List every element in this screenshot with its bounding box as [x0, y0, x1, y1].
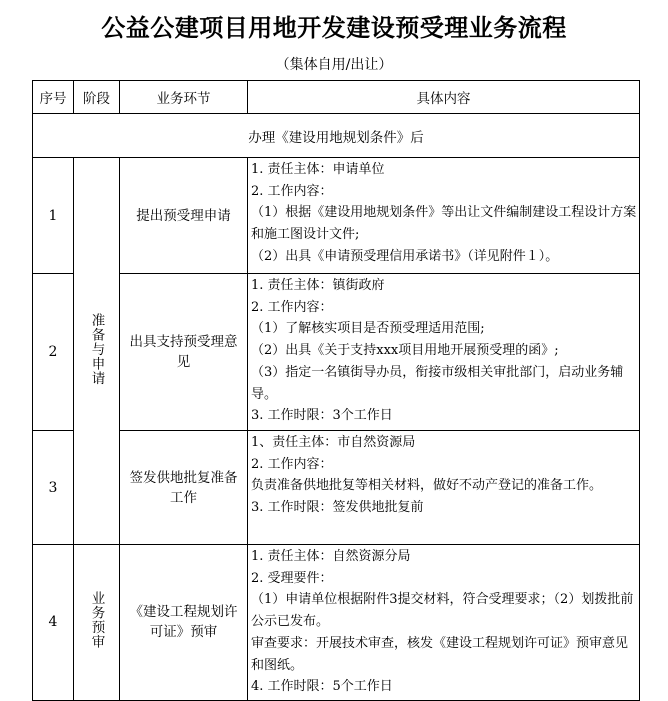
header-row [33, 81, 640, 114]
header-stage: 阶段 [74, 81, 120, 114]
table-row [33, 545, 640, 701]
content-line: 2. 工作内容： [251, 183, 333, 199]
content-line: （1）根据《建设用地规划条件》等出让文件编制建设工程设计方案和施工图设计文件; [251, 205, 637, 243]
table-row [33, 158, 640, 274]
row-number: 3 [33, 431, 74, 545]
content-line: 3. 工作时限：签发供地批复前 [251, 500, 424, 516]
stage-label: 业务预审 [88, 591, 105, 650]
content-line: 1. 责任主体：申请单位 [251, 162, 385, 177]
step-cell: 《建设工程规划许可证》预审 [120, 545, 248, 701]
content-line: （3）指定一名镇街导办员，衔接市级相关审批部门，启动业务辅导。 [251, 364, 624, 402]
content-line: 1、责任主体：市自然资源局 [251, 435, 416, 450]
row-number: 2 [33, 274, 74, 431]
content-cell [248, 431, 640, 545]
stage-label: 准备与申请 [88, 312, 105, 386]
row-number: 4 [33, 545, 74, 701]
content-line: （2）出具《申请预受理信用承诺书》（详见附件１）。 [251, 248, 559, 264]
header-no: 序号 [33, 81, 74, 114]
content-cell [248, 274, 640, 431]
content-line: （2）出具《关于支持xxx项目用地开展预受理的函》; [251, 343, 559, 359]
page-subtitle: （集体自用/出让） [275, 57, 393, 73]
content-line: 负责准备供地批复等相关材料，做好不动产登记的准备工作。 [251, 478, 603, 494]
step-cell: 签发供地批复准备工作 [120, 431, 248, 545]
content-line: （1）申请单位根据附件3提交材料，符合受理要求；（2）划拨批前公示已发布。 [251, 592, 634, 630]
section-row [33, 114, 640, 158]
content-line: 1. 责任主体：自然资源分局 [251, 549, 411, 564]
content-line: 3. 工作时限：3个工作日 [251, 408, 393, 424]
content-line: 2. 工作内容： [251, 299, 333, 315]
content-line: 2. 受理要件： [251, 570, 333, 586]
content-line: 2. 工作内容： [251, 456, 333, 472]
process-table [32, 80, 640, 701]
table-row [33, 274, 640, 431]
content-line: 1. 责任主体：镇街政府 [251, 278, 385, 293]
content-cell [248, 158, 640, 274]
content-line: 审查要求：开展技术审查，核发《建设工程规划许可证》预审意见和图纸。 [251, 635, 629, 673]
table-row [33, 431, 640, 545]
header-content: 具体内容 [248, 81, 640, 114]
row-number: 1 [33, 158, 74, 274]
stage-cell [74, 158, 120, 545]
header-step: 业务环节 [120, 81, 248, 114]
page-title: 公益公建项目用地开发建设预受理业务流程 [101, 14, 567, 42]
stage-cell [74, 545, 120, 701]
content-line: （1）了解核实项目是否预受理适用范围; [251, 321, 485, 337]
section-label: 办理《建设用地规划条件》后 [33, 114, 640, 158]
content-line: 4. 工作时限：5个工作日 [251, 679, 393, 695]
step-cell: 提出预受理申请 [120, 158, 248, 274]
content-cell [248, 545, 640, 701]
step-cell: 出具支持预受理意见 [120, 274, 248, 431]
